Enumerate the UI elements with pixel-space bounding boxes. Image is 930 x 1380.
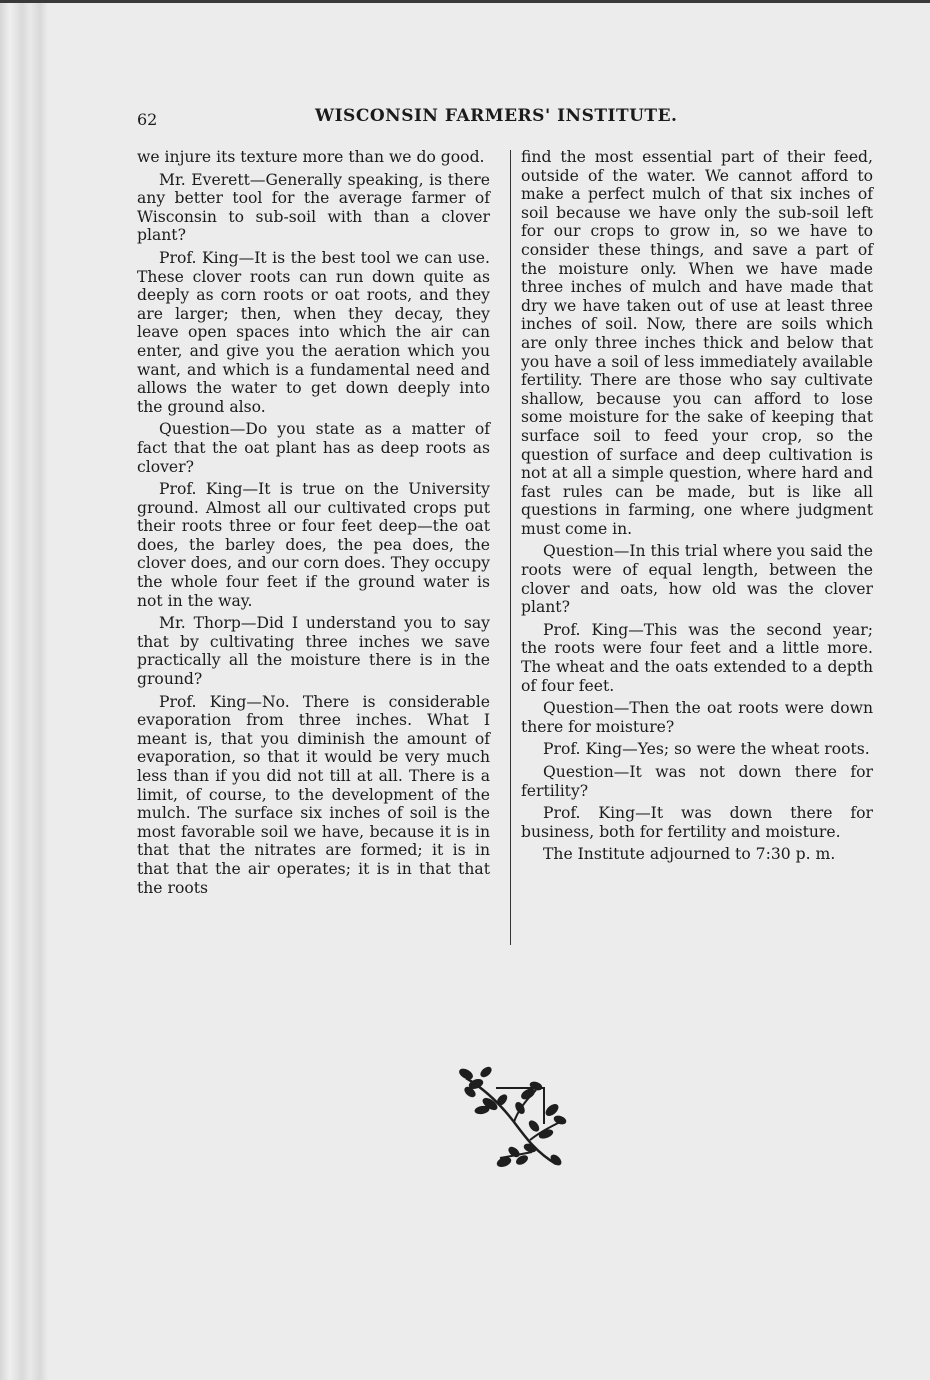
- running-title: WISCONSIN FARMERS' INSTITUTE.: [315, 106, 678, 126]
- book-spine-edge: [0, 0, 48, 1380]
- paragraph: we injure its texture more than we do good.: [137, 148, 485, 166]
- paragraph: Prof. King—No. There is considerable evaporation from three inches. What I meant is, that you diminish the amount of evaporation, so that it would be very much less than if you did not till at all. There is a limit, of course, to the development of the mulch. The surface six inches of soil is the most favorable soil we have, because it is in that that the nitrates are formed; it is in that that the air operates; it is in that that the roots: [137, 692, 490, 897]
- paragraph: The Institute adjourned to 7:30 p. m.: [543, 845, 836, 864]
- paragraph: Prof. King—It is true on the University ground. Almost all our cultivated crops put their roots three or four feet deep—the oat does, the barley does, the pea does, the clover does, and our corn does. They occupy the whole four feet if the ground water is not in the way.: [137, 480, 490, 610]
- paragraph: Question—In this trial where you said the roots were of equal length, between the clover and oats, how old was the clover plant?: [521, 542, 873, 617]
- paragraph: Mr. Everett—Generally speaking, is there any better tool for the average farmer of Wisconsin to sub-soil with than a clover plant?: [137, 170, 490, 245]
- paragraph: find the most essential part of their feed, outside of the water. We cannot afford to make a perfect mulch of that six inches of soil because we have only the sub-soil left for our crops to grow in, so we have to consider these things, and save a part of the moisture only. When we have made three inches of mulch and have made that dry we have taken out of use at least three inches of soil. Now, there are soils which are only three inches thick and below that you have a soil of less immediately available fertility. There are those who say cultivate shallow, because you can afford to lose some moisture for the sake of keeping that surface soil to feed your crop, so the question of surface and deep cultivation is not at all a simple question, where hard and fast rules can be made, but is like all questions in farming, one where judgment must come in.: [521, 148, 873, 538]
- paragraph: Question—It was not down there for fertility?: [521, 763, 873, 800]
- column-divider: [510, 150, 511, 945]
- left-column: [137, 148, 490, 901]
- page-number: 62: [137, 110, 158, 129]
- paragraph: Prof. King—It is the best tool we can use. These clover roots can run down quite as deeply as corn roots or oat roots, and they are larger; then, when they decay, they leave open spaces into which the air can enter, and give you the aeration which you want, and which is a fundamental need and allows the water to get down deeply into the ground also.: [137, 248, 490, 416]
- paragraph: Prof. King—Yes; so were the wheat roots.: [543, 740, 870, 759]
- top-edge: [0, 0, 930, 3]
- leaf-ornament-icon: [456, 1060, 576, 1172]
- paragraph: Mr. Thorp—Did I understand you to say that by cultivating three inches we save practically all the moisture there is in the ground?: [137, 614, 490, 689]
- paragraph: Question—Do you state as a matter of fact that the oat plant has as deep roots as clover?: [137, 420, 490, 476]
- page-header: [137, 102, 877, 132]
- right-column: [521, 148, 873, 868]
- paragraph: Question—Then the oat roots were down there for moisture?: [521, 699, 873, 736]
- paragraph: Prof. King—This was the second year; the roots were four feet and a little more. The wheat and the oats extended to a depth of four feet.: [521, 620, 873, 695]
- paragraph: Prof. King—It was down there for business, both for fertility and moisture.: [521, 804, 873, 841]
